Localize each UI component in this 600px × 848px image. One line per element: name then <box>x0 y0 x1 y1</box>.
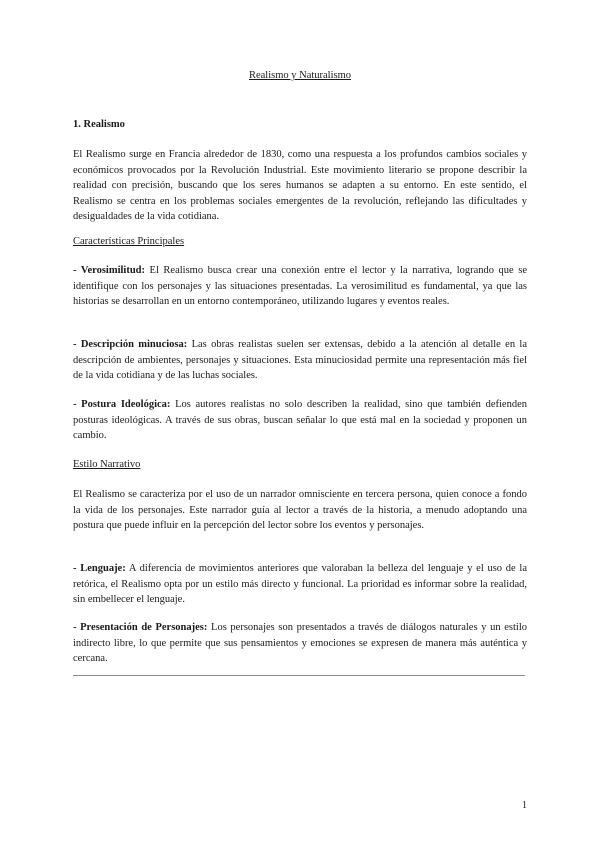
characteristics-heading: Características Principales <box>73 236 185 247</box>
style-intro-paragraph: El Realismo se caracteriza por el uso de un narrador omnisciente en tercera persona, quien conoce a fondo la vida de los personajes. Este narrador guía al lector a través de la historia, a menudo adoptando una postura que puede influir en la percepción del lector sobre los eventos y personajes. <box>73 489 527 532</box>
document-title: Realismo y Naturalismo <box>248 70 352 81</box>
page-number: 1 <box>522 800 527 811</box>
characteristic-verosimilitud <box>73 263 527 310</box>
style-item-lenguaje <box>73 561 527 608</box>
characteristic-text: Las obras realistas suelen ser extensas, debido a la atención al detalle en la descripción de ambientes, personajes y situaciones. Esta minuciosidad permite una representación más fiel de la vida cotidiana y de las luchas sociales. <box>73 339 528 382</box>
characteristic-text: El Realismo busca crear una conexión entre el lector y la narrativa, logrando que se identifique con los personajes y las situaciones presentadas. La verosimilitud es fundamental, ya que las historias se desarrollan en un entorno contemporáneo, utilizando lugares y eventos reales. <box>73 265 527 308</box>
style-item-text: Los personajes son presentados a través de diálogos naturales y un estilo indirecto libre, lo que permite que sus pensamientos y emociones se expresen de manera más auténtica y cercana. <box>73 622 527 665</box>
characteristic-descripcion <box>73 337 527 384</box>
intro-paragraph: El Realismo surge en Francia alrededor de 1830, como una respuesta a los profundos cambios sociales y económicos provocados por la Revolución Industrial. Este movimiento literario se propone describir la realidad con precisión, buscando que los seres humanos se adapten a su entorno. En este sentido, el Realismo se centra en los problemas sociales emergentes de la revolución, reflejando las dificultades y desigualdades de la vida cotidiana. <box>73 149 527 223</box>
characteristic-term: - Postura Ideológica: <box>73 399 171 410</box>
characteristic-term: - Descripción minuciosa: <box>73 339 188 350</box>
characteristic-postura <box>73 397 527 444</box>
characteristic-text: Los autores realistas no solo describen la realidad, sino que también defienden posturas ideológicas. A través de sus obras, buscan señalar lo que está mal en la sociedad y proponen un cambio. <box>73 399 527 442</box>
style-heading: Estilo Narrativo <box>73 459 141 470</box>
style-item-personajes <box>73 620 527 667</box>
horizontal-divider <box>73 675 525 676</box>
style-item-text: A diferencia de movimientos anteriores que valoraban la belleza del lenguaje y el uso de la retórica, el Realismo opta por un estilo más directo y funcional. La prioridad es informar sobre la realidad, sin embellecer el lenguaje. <box>73 563 527 606</box>
section-title: 1. Realismo <box>73 119 125 130</box>
style-item-term: - Presentación de Personajes: <box>73 622 208 633</box>
characteristic-term: - Verosimilitud: <box>73 265 146 276</box>
style-item-term: - Lenguaje: <box>73 563 126 574</box>
